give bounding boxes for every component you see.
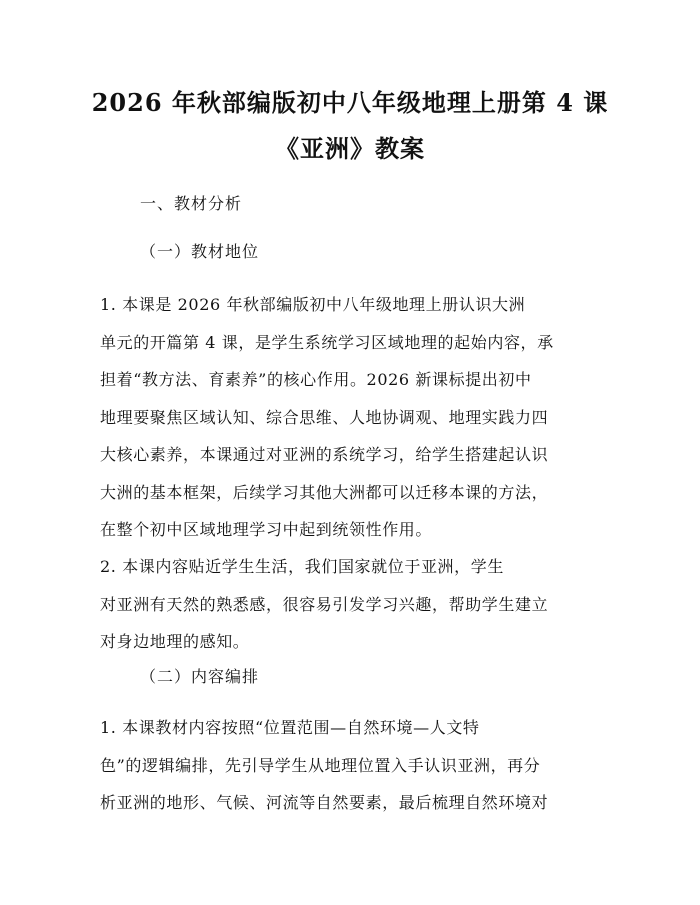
paragraph-2 xyxy=(100,548,605,661)
paragraph-line: 单元的开篇第 4 课，是学生系统学习区域地理的起始内容，承 xyxy=(100,332,554,352)
paragraph-line: 析亚洲的地形、气候、河流等自然要素，最后梳理自然环境对 xyxy=(100,793,549,812)
section-heading-textbook-analysis: 一、教材分析 xyxy=(140,194,243,213)
paragraph-line: 大洲的基本框架，后续学习其他大洲都可以迁移本课的方法， xyxy=(100,482,549,502)
subsection-heading-textbook-status: （一）教材地位 xyxy=(140,242,260,261)
paragraph-line: 2. 本课内容贴近学生生活，我们国家就位于亚洲，学生 xyxy=(100,557,504,576)
paragraph-line: 对亚洲有天然的熟悉感，很容易引发学习兴趣，帮助学生建立 xyxy=(100,594,549,614)
paragraph-line: 大核心素养，本课通过对亚洲的系统学习，给学生搭建起认识 xyxy=(100,445,549,464)
document-title-line-1: 2026 年秋部编版初中八年级地理上册第 4 课 xyxy=(91,88,609,117)
paragraph-1 xyxy=(100,286,605,549)
subsection-heading-content-arrangement: （二）内容编排 xyxy=(140,667,260,686)
paragraph-line: 色”的逻辑编排，先引导学生从地理位置入手认识亚洲，再分 xyxy=(100,755,541,775)
paragraph-line: 对身边地理的感知。 xyxy=(100,632,250,651)
paragraph-line: 地理要聚焦区域认知、综合思维、人地协调观、地理实践力四 xyxy=(100,407,549,427)
paragraph-line: 担着“教方法、育素养”的核心作用。2026 新课标提出初中 xyxy=(100,370,532,389)
document-title-line-2: 《亚洲》教案 xyxy=(275,134,425,163)
paragraph-3 xyxy=(100,709,605,822)
paragraph-line: 1. 本课教材内容按照“位置范围—自然环境—人文特 xyxy=(100,718,480,737)
paragraph-line: 在整个初中区域地理学习中起到统领性作用。 xyxy=(100,520,433,539)
paragraph-line: 1. 本课是 2026 年秋部编版初中八年级地理上册认识大洲 xyxy=(100,295,526,314)
